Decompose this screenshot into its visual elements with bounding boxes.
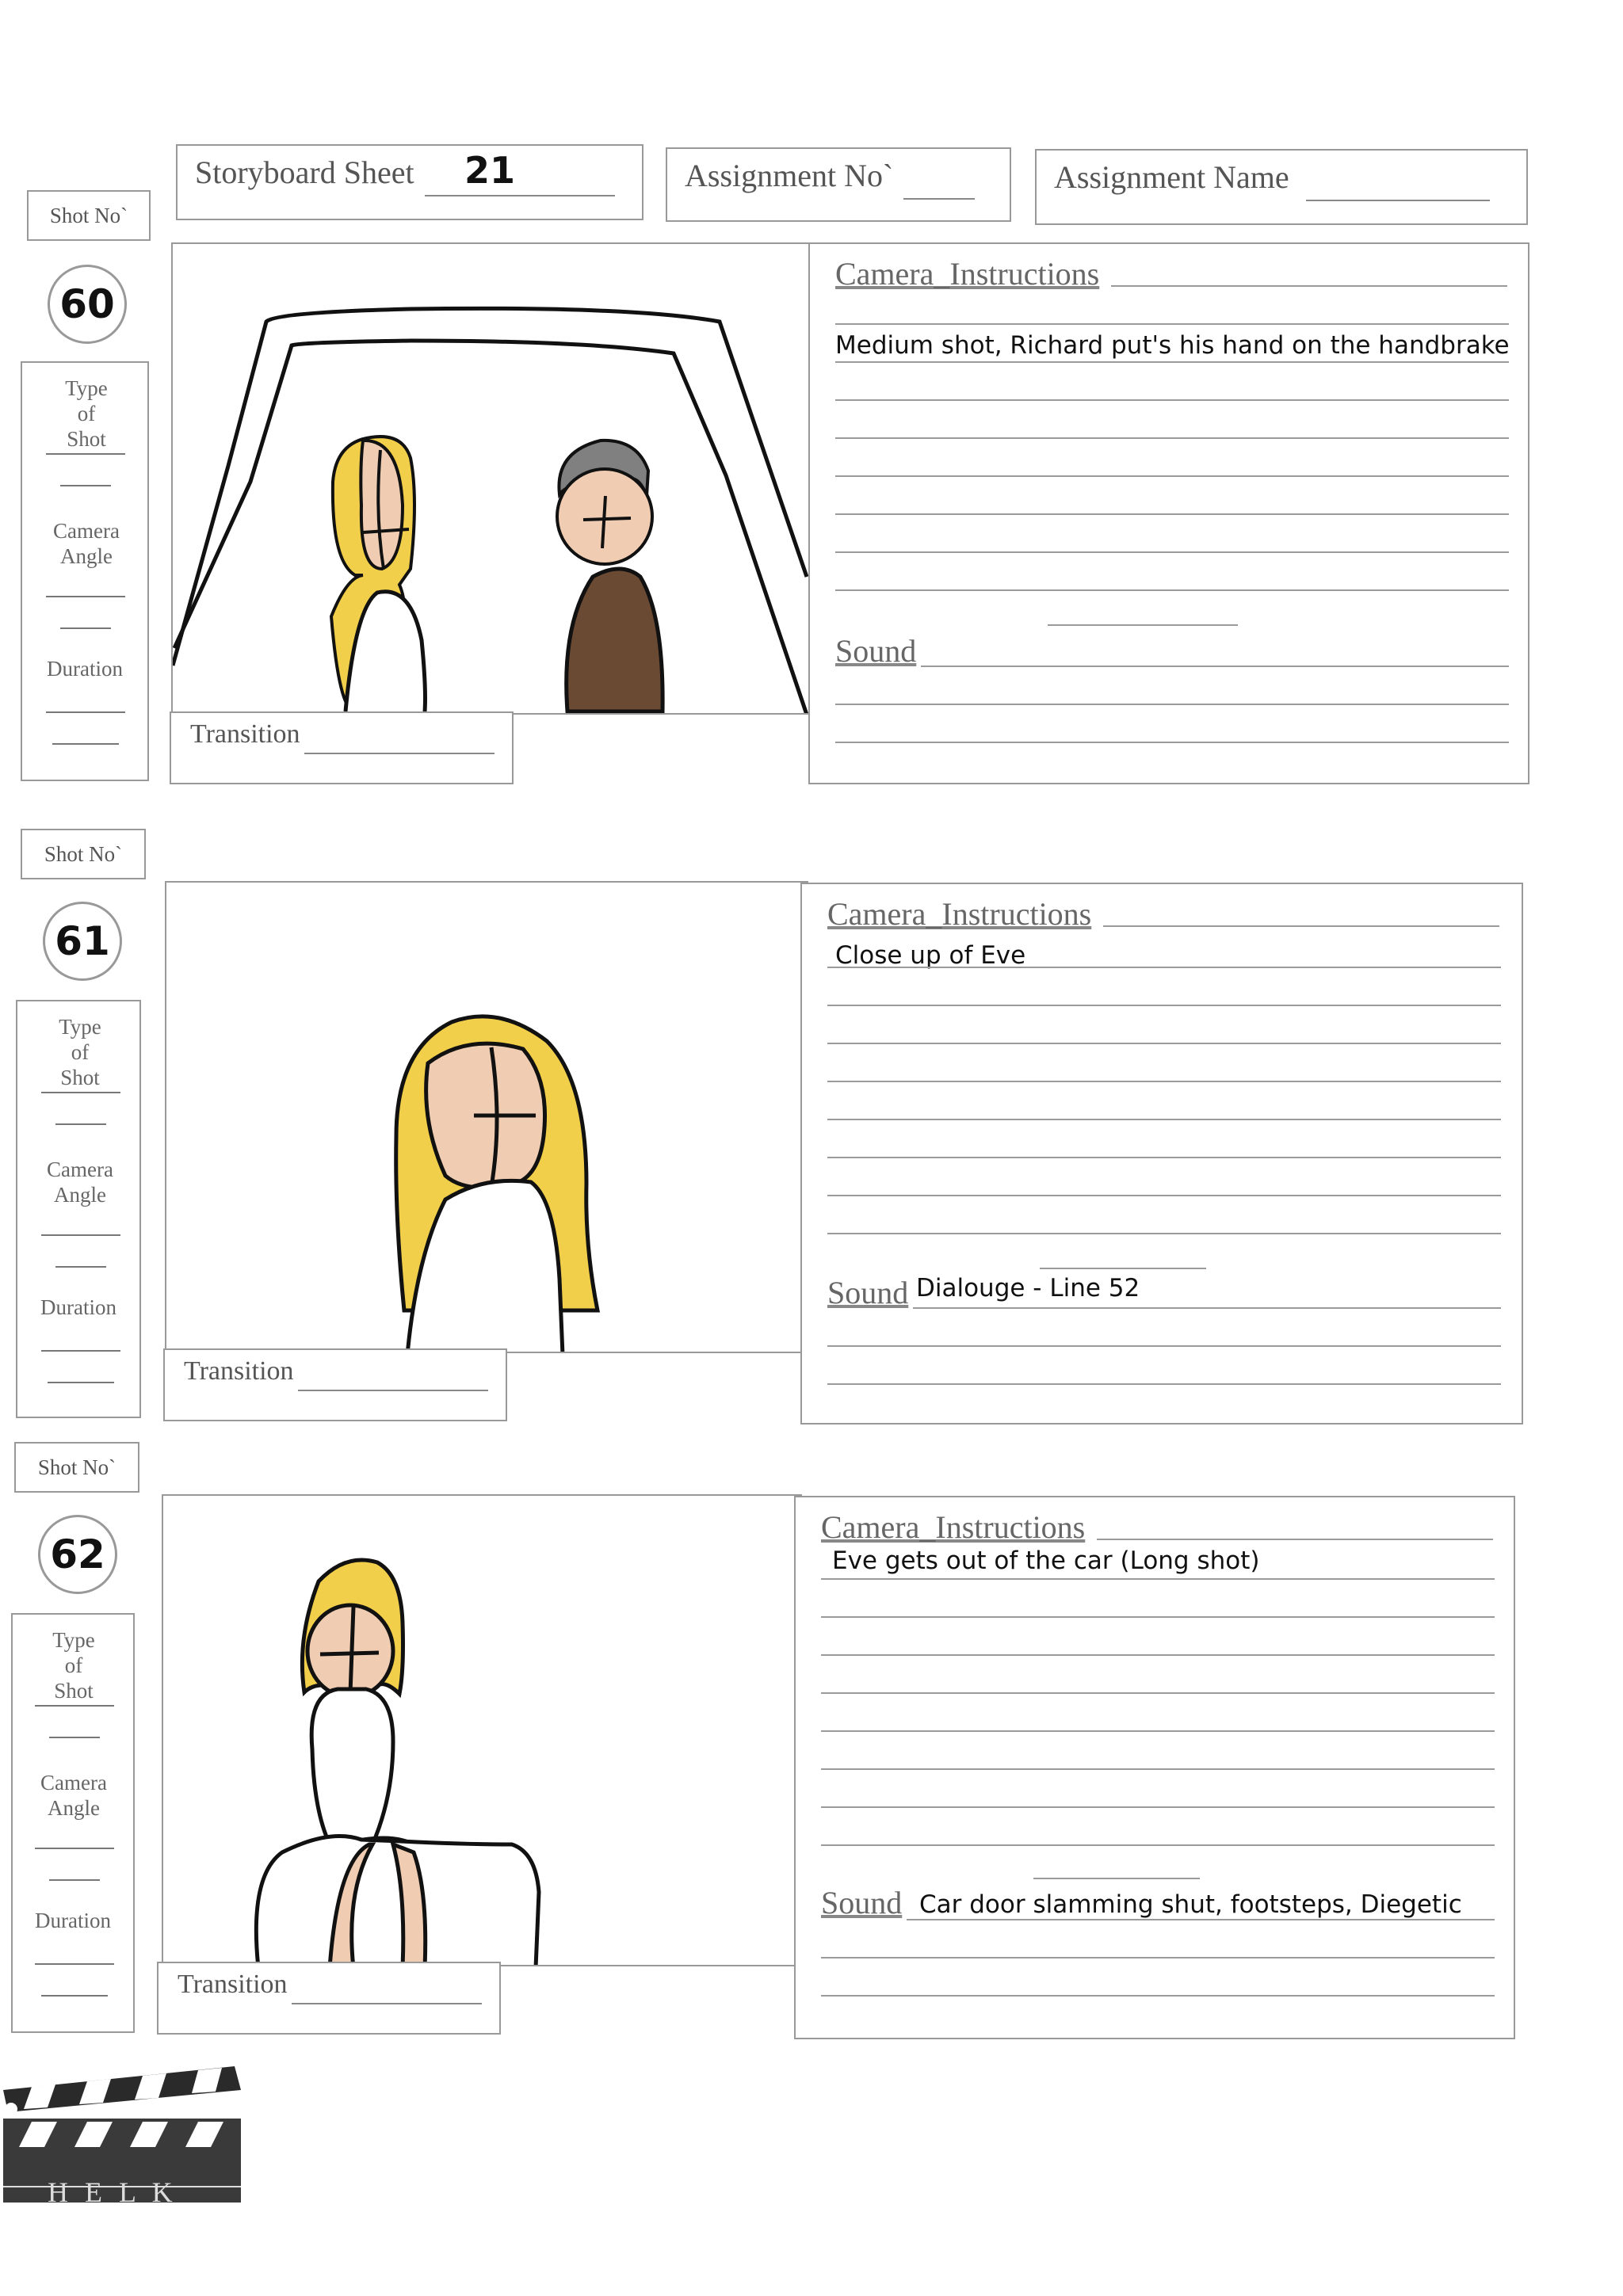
car-interior-drawing	[173, 244, 813, 715]
sound-text[interactable]: Car door slamming shut, footsteps, Diegetic	[919, 1890, 1462, 1919]
eve-exits-car-drawing	[163, 1496, 802, 1966]
shot-number-circle[interactable]	[43, 902, 122, 981]
storyboard-sheet-box	[176, 144, 643, 220]
rule	[835, 475, 1509, 477]
rule	[835, 704, 1509, 705]
type-of-shot-line-2[interactable]	[55, 1123, 106, 1125]
rule	[1103, 925, 1499, 927]
camera-angle-line-2[interactable]	[55, 1266, 106, 1268]
rule	[827, 967, 1501, 968]
duration-line[interactable]	[46, 711, 125, 713]
shot-number: 60	[59, 281, 115, 327]
duration-label: Duration	[40, 1295, 116, 1319]
rule	[821, 1578, 1495, 1580]
assignment-name-line[interactable]	[1306, 200, 1490, 201]
rule	[821, 1995, 1495, 1997]
transition-box	[163, 1348, 507, 1421]
rule	[827, 1157, 1501, 1158]
camera-instructions-text[interactable]: Medium shot, Richard put's his hand on the handbrake	[835, 331, 1510, 360]
rule	[827, 1005, 1501, 1006]
assignment-no-line[interactable]	[903, 198, 975, 200]
shot-details-panel	[16, 1000, 141, 1418]
duration-label: Duration	[47, 657, 123, 681]
camera-instructions-text[interactable]: Close up of Eve	[835, 941, 1026, 970]
rule	[835, 437, 1509, 439]
rule	[1040, 1268, 1206, 1269]
duration-line-2[interactable]	[48, 1382, 114, 1383]
notes-panel-62	[794, 1496, 1515, 2039]
rule	[821, 1768, 1495, 1770]
shot-no-label: Shot No`	[44, 841, 123, 866]
rule	[827, 1043, 1501, 1044]
assignment-no-box	[666, 147, 1011, 222]
shot-no-label: Shot No`	[37, 1455, 116, 1479]
shot-details-panel	[11, 1613, 135, 2033]
sheet-number-line	[425, 195, 615, 196]
camera-angle-line-2[interactable]	[49, 1879, 100, 1881]
camera-angle-line[interactable]	[35, 1848, 114, 1849]
rule	[1097, 1539, 1493, 1540]
rule	[835, 551, 1509, 553]
shot-details-panel	[21, 361, 149, 781]
eve-closeup-drawing	[166, 883, 808, 1353]
rule	[827, 1345, 1501, 1347]
rule	[821, 1692, 1495, 1694]
transition-label: Transition	[184, 1356, 294, 1386]
type-of-shot-label: Type of Shot	[59, 1015, 101, 1089]
rule	[1111, 285, 1507, 287]
duration-line[interactable]	[41, 1350, 120, 1352]
camera-angle-line[interactable]	[46, 596, 125, 597]
rule	[913, 1307, 1501, 1309]
shot-frame-60	[171, 242, 813, 715]
camera-instructions-label: Camera_Instructions	[821, 1509, 1086, 1545]
rule	[821, 1654, 1495, 1656]
duration-label: Duration	[35, 1909, 111, 1932]
rule	[821, 1730, 1495, 1732]
rule	[821, 1806, 1495, 1808]
shot-no-label-box	[27, 190, 151, 241]
sound-label: Sound	[835, 633, 917, 669]
rule	[1048, 624, 1238, 626]
rule	[821, 1957, 1495, 1958]
type-of-shot-line[interactable]	[46, 453, 125, 455]
rule	[827, 1081, 1501, 1082]
type-of-shot-label: Type of Shot	[52, 1628, 95, 1703]
transition-label: Transition	[190, 719, 300, 749]
rule	[821, 1616, 1495, 1618]
shot-frame-62	[162, 1494, 802, 1966]
camera-instructions-text[interactable]: Eve gets out of the car (Long shot)	[832, 1547, 1260, 1575]
shot-number: 62	[50, 1531, 105, 1577]
camera-instructions-label: Camera_Instructions	[827, 896, 1092, 932]
assignment-name-box	[1035, 149, 1528, 225]
type-of-shot-line-2[interactable]	[60, 485, 111, 486]
clapperboard-logo	[0, 2060, 246, 2208]
camera-angle-label: Camera Angle	[40, 1771, 107, 1820]
transition-label: Transition	[178, 1970, 288, 1999]
rule	[835, 399, 1509, 401]
type-of-shot-line-2[interactable]	[49, 1737, 100, 1738]
storyboard-sheet-label: Storyboard Sheet	[195, 154, 414, 190]
rule	[907, 1919, 1495, 1920]
type-of-shot-line[interactable]	[41, 1092, 120, 1093]
duration-line[interactable]	[35, 1963, 114, 1965]
rule	[835, 513, 1509, 515]
transition-box	[157, 1962, 501, 2035]
notes-panel-60	[808, 242, 1529, 784]
shot-frame-61	[165, 881, 808, 1353]
camera-angle-label: Camera Angle	[53, 519, 120, 568]
rule	[827, 1195, 1501, 1196]
rule	[827, 1119, 1501, 1120]
shot-number: 61	[55, 918, 110, 964]
camera-angle-line[interactable]	[41, 1234, 120, 1236]
transition-line[interactable]	[298, 1390, 488, 1391]
sound-label: Sound	[821, 1885, 903, 1920]
assignment-no-label: Assignment No`	[685, 158, 894, 193]
rule	[827, 1233, 1501, 1234]
type-of-shot-label: Type of Shot	[65, 376, 108, 451]
shot-no-label: Shot No`	[49, 203, 128, 227]
transition-line[interactable]	[292, 2003, 482, 2004]
duration-line-2[interactable]	[52, 743, 119, 745]
sound-text[interactable]: Dialouge - Line 52	[916, 1274, 1140, 1302]
sheet-number[interactable]: 21	[464, 149, 516, 192]
camera-instructions-label: Camera_Instructions	[835, 256, 1100, 292]
transition-box	[170, 711, 514, 784]
type-of-shot-line[interactable]	[35, 1705, 114, 1707]
assignment-name-label: Assignment Name	[1054, 159, 1289, 195]
rule	[821, 1844, 1495, 1846]
rule	[921, 666, 1509, 667]
rule	[827, 1383, 1501, 1385]
camera-angle-label: Camera Angle	[47, 1158, 113, 1207]
shot-no-label-box	[14, 1442, 139, 1493]
rule	[835, 742, 1509, 743]
rule	[835, 323, 1509, 325]
rule	[835, 589, 1509, 591]
shot-number-circle[interactable]	[48, 265, 127, 344]
rule	[1033, 1878, 1200, 1879]
sound-label: Sound	[827, 1275, 909, 1310]
transition-line[interactable]	[304, 753, 495, 754]
shot-no-label-box	[21, 829, 146, 879]
rule	[835, 361, 1509, 363]
camera-angle-line-2[interactable]	[60, 627, 111, 629]
duration-line-2[interactable]	[41, 1995, 108, 1997]
logo-text: H E L K	[48, 2176, 178, 2208]
notes-panel-61	[800, 883, 1523, 1425]
shot-number-circle[interactable]	[38, 1515, 117, 1594]
